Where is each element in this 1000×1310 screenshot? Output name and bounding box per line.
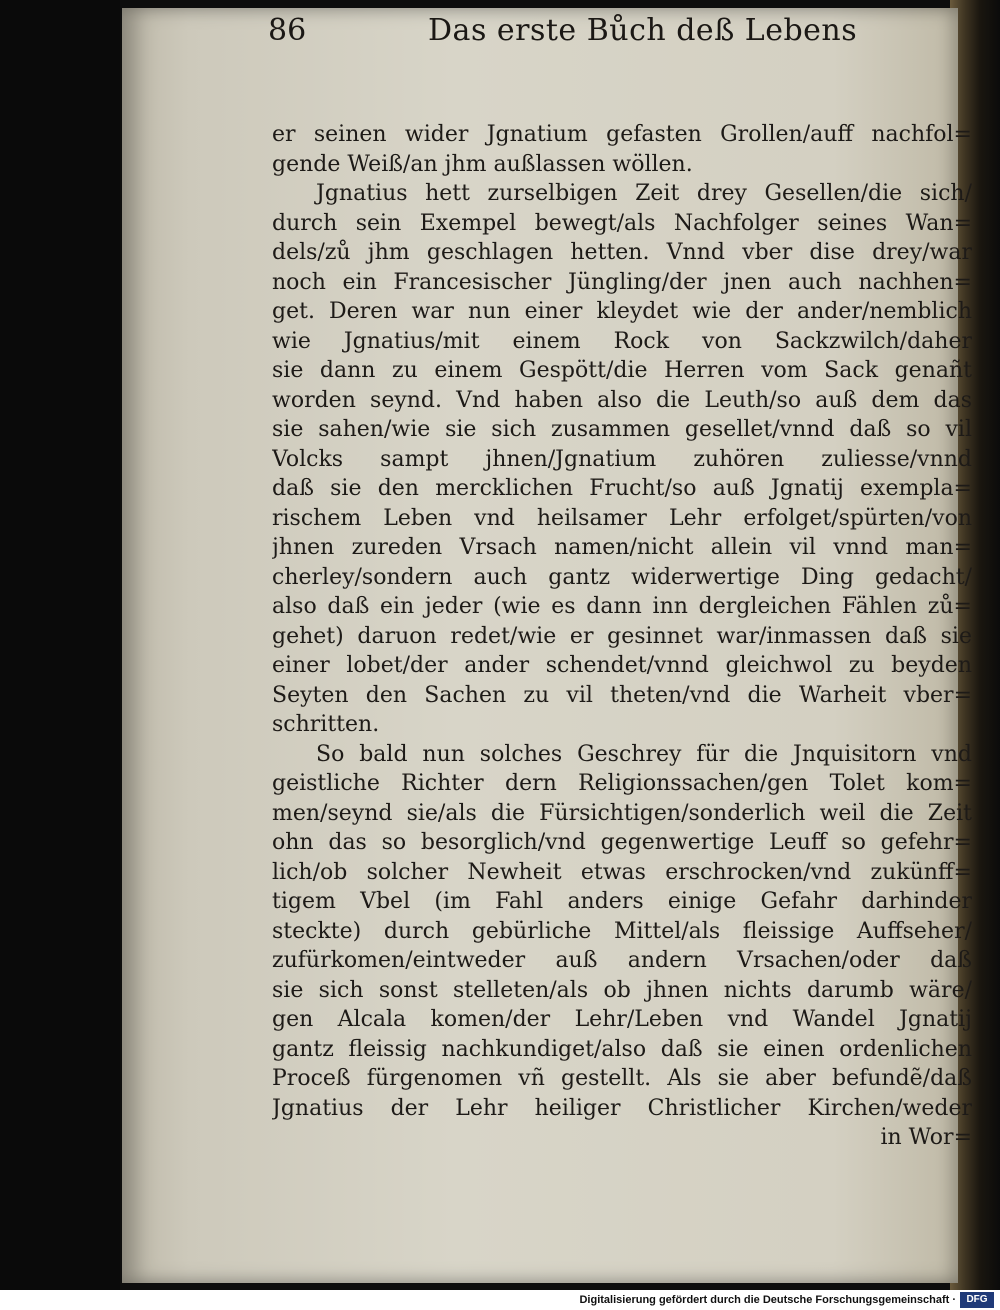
text-line: gen Alcala komen/der Lehr/Leben vnd Wandel Jgnatij (272, 1007, 972, 1032)
text-line: lich/ob solcher Newheit etwas erschrocken/vnd zukünff= (272, 859, 972, 885)
text-line: steckte) durch gebürliche Mittel/als fleissige Auffseher/ (272, 918, 972, 944)
scan-background-left (0, 0, 120, 1290)
text-line: tigem Vbel (im Fahl anders einige Gefahr darhinder (272, 889, 972, 914)
text-line: worden seynd. Vnd haben also die Leuth/so auß dem das (272, 387, 972, 413)
text-line: er seinen wider Jgnatium gefasten Grollen/auff nachfol= (272, 122, 972, 147)
text-line: schritten. (272, 712, 380, 737)
page-number: 86 (268, 13, 307, 48)
text-line: men/seynd sie/als die Fürsichtigen/sonderlich weil die Zeit (272, 800, 972, 826)
text-line: cherley/sondern auch gantz widerwertige Ding gedacht/ (272, 564, 972, 590)
running-title: Das erste Bůch deß Lebens (428, 13, 858, 48)
text-line: einer lobet/der ander schendet/vnnd gleichwol zu beyden (272, 653, 972, 678)
text-line: get. Deren war nun einer kleydet wie der ander/nemblich (272, 299, 972, 324)
text-line: sie dann zu einem Gespött/die Herren vom Sack genañt (272, 358, 972, 383)
digitization-footer (0, 1290, 1000, 1310)
text-line: Seyten den Sachen zu vil theten/vnd die Warheit vber= (272, 682, 972, 708)
text-line: rischem Leben vnd heilsamer Lehr erfolget/spürten/von (272, 505, 972, 531)
text-line: ohn das so besorglich/vnd gegenwertige Leuff so gefehr= (272, 830, 972, 855)
text-line: So bald nun solches Geschrey für die Jnquisitorn vnd (316, 741, 972, 767)
text-line: wie Jgnatius/mit einem Rock von Sackzwilch/daher (272, 328, 972, 354)
body-text (272, 120, 972, 1153)
text-line: Jgnatius der Lehr heiliger Christlicher Kirchen/weder (272, 1095, 972, 1121)
text-line: geistliche Richter dern Religionssachen/gen Tolet kom= (272, 771, 972, 796)
text-line: noch ein Francesischer Jüngling/der jnen auch nachhen= (272, 269, 972, 295)
text-line: dels/zů jhm geschlagen hetten. Vnnd vber dise drey/war (272, 240, 972, 265)
text-line: sie sahen/wie sie sich zusammen gesellet/vnnd daß so vil (272, 417, 972, 442)
text-line: in Wor= (880, 1125, 972, 1150)
text-line: daß sie den mercklichen Frucht/so auß Jgnatij exempla= (272, 476, 972, 501)
book-page (122, 8, 972, 1283)
text-line: gehet) daruon redet/wie er gesinnet war/inmassen daß sie (272, 623, 972, 649)
text-line: Proceß fürgenomen vñ gestellt. Als sie aber befundẽ/daß (272, 1066, 972, 1091)
text-line: gende Weiß/an jhm außlassen wöllen. (272, 151, 693, 177)
text-line: Volcks sampt jhnen/Jgnatium zuhören zuliesse/vnnd (272, 446, 972, 472)
funding-credit: Digitalisierung gefördert durch die Deutsche Forschungsgemeinschaft · (579, 1294, 956, 1306)
text-line: gantz fleissig nachkundiget/also daß sie einen ordenlichen (272, 1036, 972, 1062)
dfg-logo: DFG (960, 1292, 994, 1308)
text-line: Jgnatius hett zurselbigen Zeit drey Gesellen/die sich/ (316, 181, 972, 206)
text-line: jhnen zureden Vrsach namen/nicht allein vil vnnd man= (272, 535, 972, 560)
text-line: zufürkomen/eintweder auß andern Vrsachen/oder daß (272, 948, 972, 973)
text-line: durch sein Exempel bewegt/als Nachfolger seines Wan= (272, 210, 972, 236)
text-line: sie sich sonst stelleten/als ob jhnen nichts darumb wäre/ (272, 977, 972, 1003)
page-header (268, 8, 918, 54)
text-line: also daß ein jeder (wie es dann inn dergleichen Fählen zů= (272, 594, 972, 619)
